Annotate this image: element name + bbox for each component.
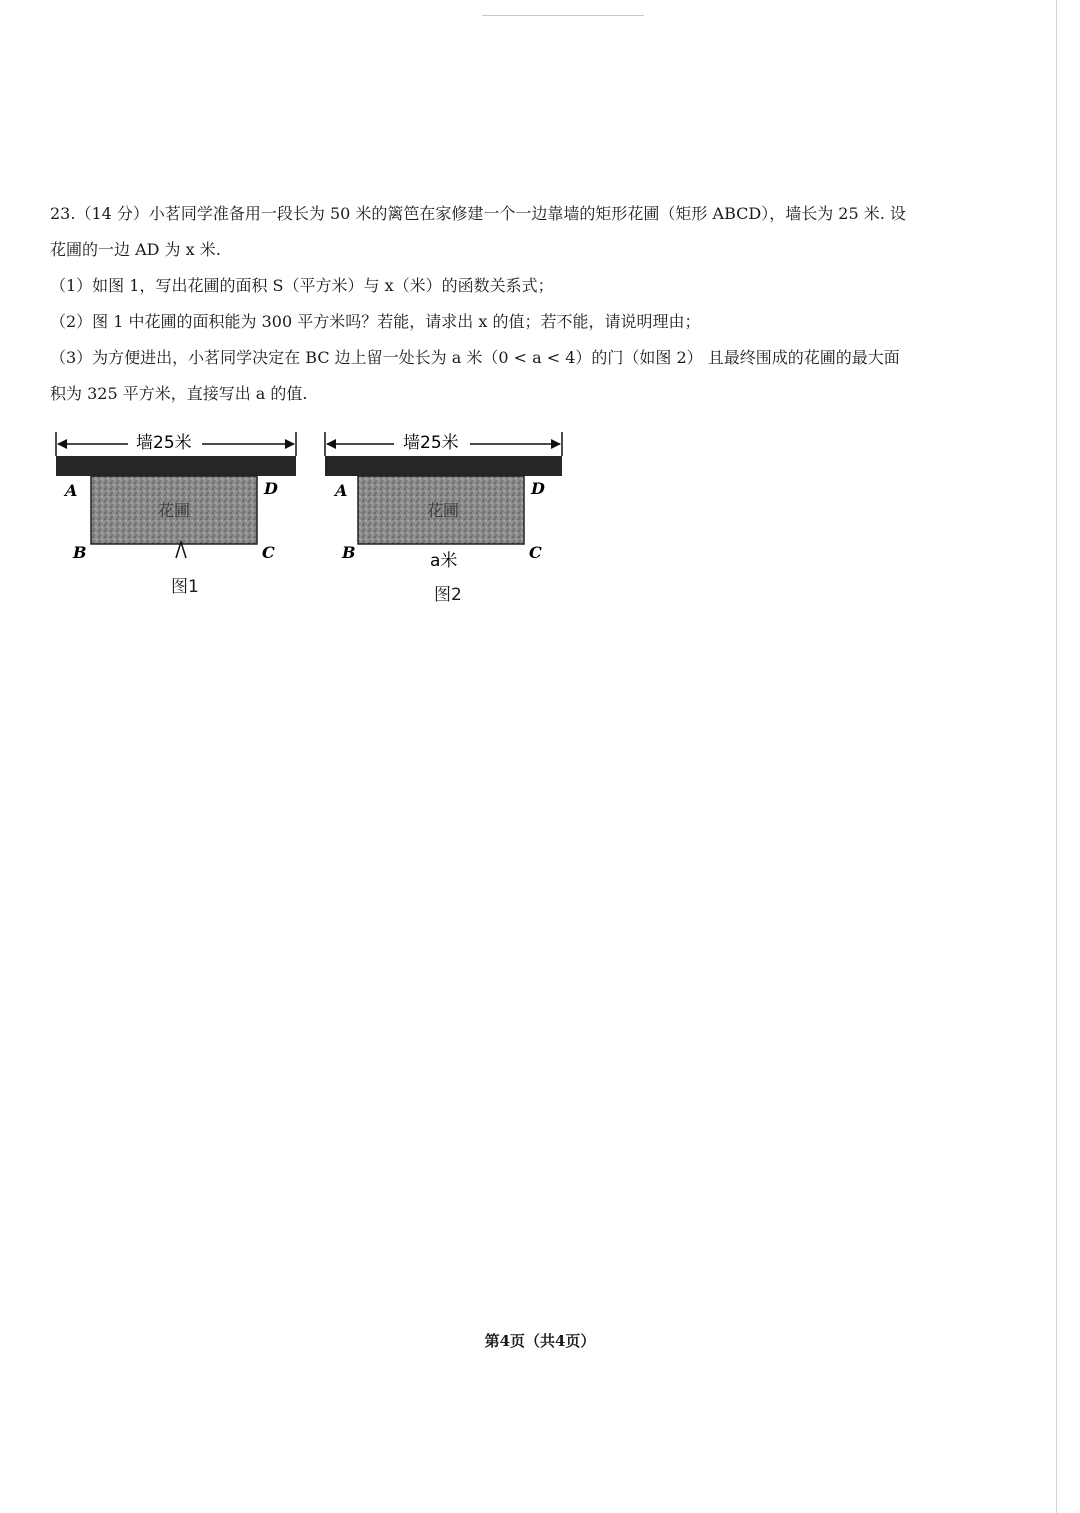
garden-label: 花圃: [427, 501, 460, 520]
figures-svg: [50, 428, 610, 608]
wall: [56, 456, 296, 476]
figure-2: [325, 432, 562, 571]
question-part-3: （3）为方便进出，小茗同学决定在 BC 边上留一处长为 a 米（0 < a < 4）的门（如图 2） 且最终围成的花圃的最大面: [50, 348, 900, 367]
question-part-3-continued: 积为 325 平方米，直接写出 a 的值.: [50, 384, 308, 403]
figure-1-caption: 图1: [171, 577, 199, 597]
door-label: a米: [430, 551, 458, 571]
vertex-b: B: [342, 543, 356, 562]
question-stem-line-1: 23.（14 分）小茗同学准备用一段长为 50 米的篱笆在家修建一个一边靠墙的矩形花圃（矩形 ABCD），墙长为 25 米. 设: [50, 204, 906, 223]
wall-label: 墙25米: [403, 433, 459, 453]
vertex-d: D: [264, 479, 278, 498]
figure-2-caption: 图2: [434, 585, 462, 605]
wall: [325, 456, 562, 476]
page-footer: 第4页（共4页）: [484, 1332, 596, 1350]
figures: [50, 428, 610, 608]
vertex-a: A: [65, 481, 78, 500]
garden-label: 花圃: [158, 501, 191, 520]
question-23: [50, 196, 980, 412]
vertex-d: D: [531, 479, 545, 498]
top-rule: [482, 15, 644, 16]
question-part-1: （1）如图 1，写出花圃的面积 S（平方米）与 x（米）的函数关系式；: [50, 276, 554, 295]
figure-1: [56, 432, 296, 562]
question-part-2: （2）图 1 中花圃的面积能为 300 平方米吗？若能，请求出 x 的值；若不能，请说明理由；: [50, 312, 701, 331]
question-stem-line-2: 花圃的一边 AD 为 x 米.: [50, 240, 221, 259]
page-edge: [1056, 0, 1057, 1513]
wall-label: 墙25米: [136, 433, 192, 453]
vertex-b: B: [73, 543, 87, 562]
vertex-c: C: [529, 543, 542, 562]
vertex-c: C: [262, 543, 275, 562]
vertex-a: A: [335, 481, 348, 500]
